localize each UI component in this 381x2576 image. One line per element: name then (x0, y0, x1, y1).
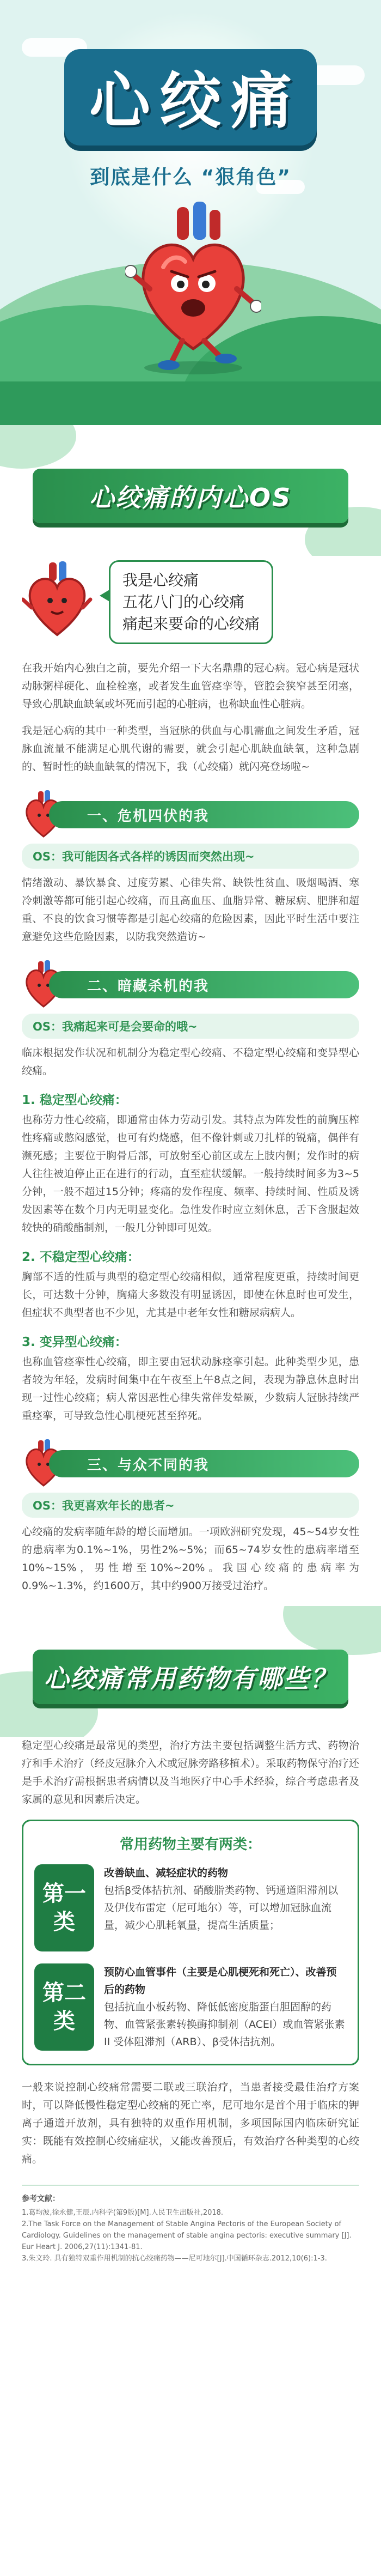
reference-item: 3.朱文玲. 具有独特双重作用机制的抗心绞痛药物——尼可地尔[J].中国循环杂志.2012,10(6):1-3. (22, 2254, 327, 2263)
reference-item: 1.葛均波,徐永健,王辰.内科学(第9版)[M].人民卫生出版社,2018. (22, 2209, 224, 2217)
drugs-closing: 一般来说控制心绞痛常需要二联或三联治疗，当患者接受最佳治疗方案时，可以降低慢性稳定型心绞痛的死亡率，尼可地尔是首个用于临床的钾离子通道开放剂，具有独特的双重作用机制，多项国际国内临床研究证实：既能有效控制心绞痛症状，又能改善预后，有效治疗各种类型的心绞痛。 (22, 2081, 359, 2165)
drug-class-text: 包括β受体拮抗剂、硝酸脂类药物、钙通道阻滞剂以及伊伐布雷定（尼可地尔）等，可以增加冠脉血流量，减少心肌耗氧量，提高生活质量； (104, 1884, 339, 1931)
references (22, 2185, 359, 2264)
part1-os: OS：我可能因各式各样的诱因而突然出现~ (22, 844, 359, 869)
hero-banner (0, 0, 381, 425)
section-banner-drugs (33, 1650, 348, 1704)
part3-heading: 三、与众不同的我 (0, 1439, 381, 1488)
section-drugs-header (0, 1606, 381, 1737)
page-title: 心绞痛 (64, 49, 317, 146)
references-title: 参考文献： (22, 2195, 60, 2203)
page-subtitle: 到底是什么 “狠角色” (90, 166, 291, 189)
running-heart-icon (125, 202, 261, 376)
drug-class-2 (34, 1963, 347, 2051)
drug-classes-card (22, 1820, 359, 2065)
drug-class-1 (34, 1864, 347, 1951)
drug-class-title: 预防心血管事件（主要是心肌梗死和死亡）、改善预后的药物 (104, 1966, 337, 1996)
drug-class-text: 包括抗血小板药物、降低低密度脂蛋白胆固醇的药物、血管紧张素转换酶抑制剂（ACEI）或血管紧张素 II 受体阻滞剂（ARB）、β受体拮抗剂。 (104, 2001, 345, 2048)
speech-bubble: 我是心绞痛 五花八门的心绞痛 痛起来要命的心绞痛 (109, 560, 273, 644)
type1-text: 也称劳力性心绞痛，即通常由体力劳动引发。其特点为阵发性的前胸压榨性疼痛或憋闷感觉，也可有灼烧感，但不像针刺或刀扎样的锐痛，偶伴有濒死感；主要位于胸骨后部，可放射至心前区或左上肢内侧；发作时的病人往往被迫停止正在进行的行动，直至症状缓解。一般持续时间多为3~5分钟，一般不超过15分钟；疼痛的发作程度、频率、持续时间、性质及诱发因素等在数个月内无明显变化。急性发作时应立刻休息，舌下含服起效较快的硝酸酯制剂，一般几分钟即可见效。 (22, 1114, 359, 1234)
part1-heading: 一、危机四伏的我 (0, 790, 381, 839)
type3-text: 也称血管痉挛性心绞痛，即主要由冠状动脉痉挛引起。此种类型少见，患者较为年轻，发病时间集中在午夜至上午8点之间，表现为静息休息时出现一过性心绞痛；病人常因恶性心律失常伴发晕厥，少数病人冠脉持续严重痉挛，可导致急性心肌梗死甚至猝死。 (22, 1356, 359, 1422)
section-title: 心绞痛常用药物有哪些？ (44, 1664, 337, 1693)
drug-class-tag: 第一类 (34, 1864, 94, 1951)
intro-paragraph-2: 我是冠心病的其中一种类型，当冠脉的供血与心肌需血之间发生矛盾，冠脉血流量不能满足心肌代谢的需要，就会引起心肌缺血缺氧，这种急剧的、暂时性的缺血缺氧的情况下，我（心绞痛）就闪亮登场啦~ (22, 725, 359, 773)
drugs-intro: 稳定型心绞痛是最常见的类型，治疗方法主要包括调整生活方式、药物治疗和手术治疗（经皮冠脉介入术或冠脉旁路移植术）。采取药物保守治疗还是手术治疗需根据患者病情以及当地医疗中心手术经验，综合考虑患者及家属的意见和因素后决定。 (22, 1739, 359, 1805)
section-os-header (0, 425, 381, 556)
type1-title: 1. 稳定型心绞痛： (22, 1093, 127, 1107)
drug-card-title: 常用药物主要有两类： (119, 1836, 261, 1853)
drug-class-title: 改善缺血、减轻症状的药物 (104, 1867, 229, 1879)
part2-os: OS：我痛起来可是会要命的哦~ (22, 1014, 359, 1039)
reference-item: 2.The Task Force on the Management of Stable Angina Pectoris of the European Society of Cardiology. Guidelines on the management of stable angina pectoris: executive summary [J]. Eur Heart J. 2006,27(11):1341-81. (22, 2220, 352, 2251)
part1-text: 情绪激动、暴饮暴食、过度劳累、心律失常、缺铁性贫血、吸烟喝酒、寒冷刺激等都可能引起心绞痛，而且高血压、血脂异常、糖尿病、肥胖和超重、不良的饮食习惯等都是引起心绞痛的危险因素，因此平时生活中要注意避免这些危险因素，以防我突然造访~ (22, 877, 359, 943)
section-banner-os (33, 469, 348, 523)
part2-heading: 二、暗藏杀机的我 (0, 960, 381, 1009)
type2-text: 胸部不适的性质与典型的稳定型心绞痛相似，通常程度更重，持续时间更长，可达数十分钟，胸痛大多数没有明显诱因，即使在休息时也可发生，但症状不典型者也不少见，尤其是中老年女性和糖尿病病人。 (22, 1271, 359, 1319)
type3-title: 3. 变异型心绞痛： (22, 1335, 127, 1349)
drug-class-tag: 第二类 (34, 1963, 94, 2051)
part2-text: 临床根据发作状况和机制分为稳定型心绞痛、不稳定型心绞痛和变异型心绞痛。 (22, 1047, 359, 1077)
part3-text: 心绞痛的发病率随年龄的增长而增加。一项欧洲研究发现，45~54岁女性的患病率为0.1%~1%，男性2%~5%；而65~74岁女性的患病率增至10%~15%，男性增至10%~20%。我国心绞痛的患病率为0.9%~1.3%，约1600万，其中约900万接受过治疗。 (22, 1526, 359, 1592)
type2-title: 2. 不稳定型心绞痛： (22, 1250, 140, 1264)
heart-character-icon (22, 561, 93, 643)
intro-block (0, 556, 381, 776)
intro-paragraph-1: 在我开始内心独白之前，要先介绍一下大名鼎鼎的冠心病。冠心病是冠状动脉粥样硬化、血栓栓塞，或者发生血管痉挛等，管腔会狭窄甚至闭塞，导致心肌缺血缺氧或坏死而引起的心脏病，也称缺血性心脏病。 (22, 662, 359, 710)
section-title: 心绞痛的内心OS (89, 483, 292, 512)
part3-os: OS：我更喜欢年长的患者~ (22, 1493, 359, 1518)
